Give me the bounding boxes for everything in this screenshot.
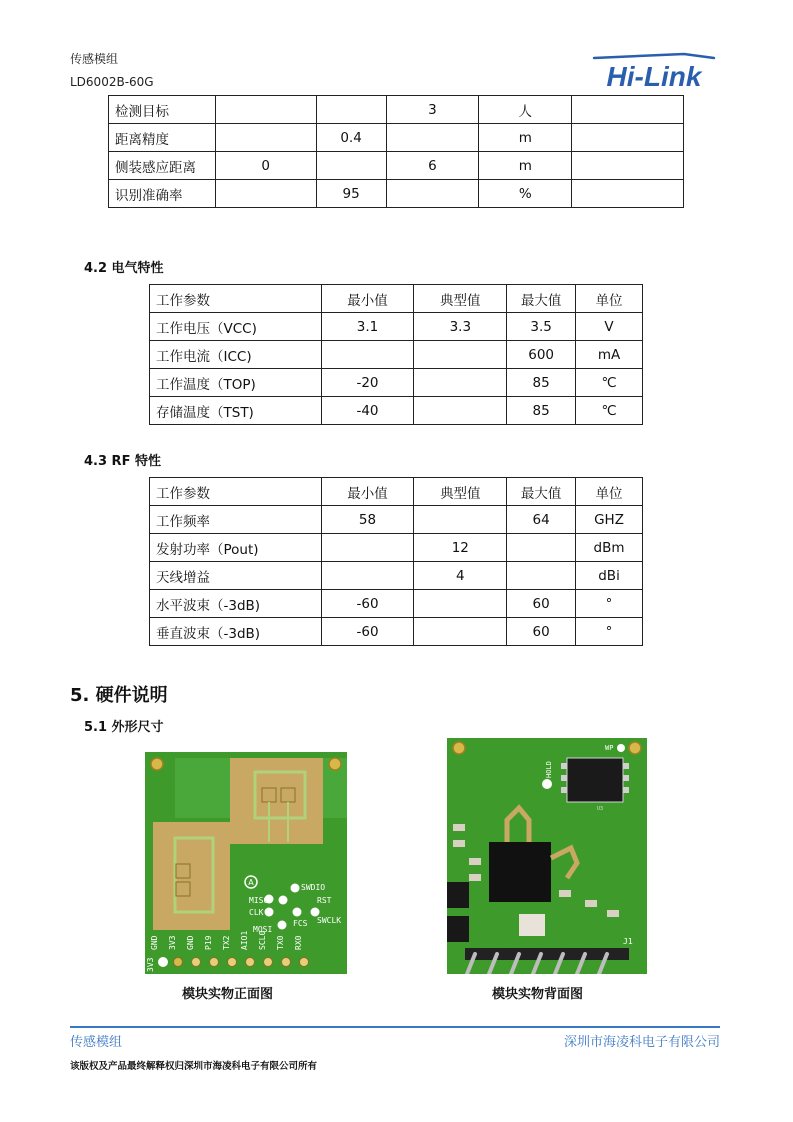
param-cell: 侧装感应距离 [109,152,216,180]
header-typ: 典型值 [414,478,507,506]
note-cell [572,124,684,152]
typ-cell [414,618,507,646]
typ-cell [414,397,507,425]
pin-label-scl0: SCL0 [258,930,267,950]
header-max: 最大值 [507,478,576,506]
pin-label-rx0: RX0 [294,935,303,950]
front-board-photo [145,752,347,974]
logo-text: Hi-Link [606,61,702,92]
min-cell: 0 [215,152,316,180]
detection-table [108,95,684,208]
typ-cell: 95 [316,180,386,208]
param-cell: 发射功率（Pout) [150,534,322,562]
header-typ: 典型值 [414,285,507,313]
section-5-title: 5. 硬件说明 [70,685,168,706]
table-row [150,313,643,341]
table-row [109,180,684,208]
min-cell: -20 [321,369,414,397]
note-cell [572,180,684,208]
note-cell [572,96,684,124]
max-cell: 3.5 [507,313,576,341]
table-row [150,369,643,397]
rf-table [149,477,643,646]
table-header-row [150,478,643,506]
min-cell [215,180,316,208]
param-cell: 工作电流（ICC) [150,341,322,369]
typ-cell: 12 [414,534,507,562]
header-param: 工作参数 [150,478,322,506]
unit-cell: % [479,180,572,208]
typ-cell [414,506,507,534]
header-max: 最大值 [507,285,576,313]
pad-label-clk: CLK [249,908,264,917]
max-cell: 60 [507,590,576,618]
pad-label-rst: RST [317,896,332,905]
unit-cell: mA [576,341,643,369]
max-cell [386,180,479,208]
max-cell: 6 [386,152,479,180]
min-cell [215,96,316,124]
svg-text:A: A [248,878,254,887]
param-cell: 存储温度（TST) [150,397,322,425]
param-cell: 垂直波束（-3dB) [150,618,322,646]
unit-cell: V [576,313,643,341]
min-cell: 58 [321,506,414,534]
pin-label-3v3: 3V3 [168,935,177,950]
param-cell: 检测目标 [109,96,216,124]
pin-pad [228,958,237,967]
pad-label-miso: MISO [249,896,269,905]
pin-pad [246,958,255,967]
hold-label: HOLD [545,761,553,778]
back-board-caption: 模块实物背面图 [492,987,584,1002]
header-min: 最小值 [321,285,414,313]
min-cell [215,124,316,152]
pad-label-fcs: FCS [293,919,308,928]
table-row [150,534,643,562]
typ-cell [414,341,507,369]
max-cell [386,124,479,152]
unit-cell: ℃ [576,397,643,425]
unit-cell: dBm [576,534,643,562]
typ-cell [316,152,386,180]
pin-label-gnd: GND [186,935,195,950]
max-cell: 60 [507,618,576,646]
min-cell [321,562,414,590]
pin-label-tx2: TX2 [222,935,231,950]
table-header-row [150,285,643,313]
max-cell: 85 [507,369,576,397]
pin-pad [264,958,273,967]
table-row [150,618,643,646]
table-row [150,397,643,425]
header-min: 最小值 [321,478,414,506]
section-5-1-title: 5.1 外形尺寸 [84,720,164,735]
param-cell: 水平波束（-3dB) [150,590,322,618]
unit-cell: GHZ [576,506,643,534]
model-number: LD6002B-60G [70,75,154,89]
section-4-3-title: 4.3 RF 特性 [84,454,161,469]
unit-cell: m [479,124,572,152]
front-board-caption: 模块实物正面图 [182,987,274,1002]
table-row [109,96,684,124]
pin-pad [300,958,309,967]
table-row [150,341,643,369]
note-cell [572,152,684,180]
max-cell [507,562,576,590]
param-cell: 工作温度（TOP) [150,369,322,397]
unit-cell: ° [576,590,643,618]
u3-label: U3 [597,806,604,812]
param-cell: 工作电压（VCC) [150,313,322,341]
pin-label-gnd: GND [150,935,159,950]
pad-label-swclk: SWCLK [317,916,342,925]
unit-cell: ° [576,618,643,646]
pin-label-aio1: AIO1 [240,930,249,950]
table-row [150,506,643,534]
pin-pad [282,958,291,967]
max-cell: 64 [507,506,576,534]
pad-label-mosi: MOSI [253,925,273,934]
doc-type: 传感模组 [70,52,119,66]
typ-cell [414,369,507,397]
wp-label: WP [605,744,614,752]
min-cell [321,341,414,369]
typ-cell: 3.3 [414,313,507,341]
pin-label-p19: P19 [204,935,213,950]
max-cell: 85 [507,397,576,425]
hilink-logo [588,52,720,92]
typ-cell [316,96,386,124]
param-cell: 天线增益 [150,562,322,590]
pin-pad [210,958,219,967]
section-4-2-title: 4.2 电气特性 [84,261,164,276]
copyright-note: 该版权及产品最终解释权归深圳市海凌科电子有限公司所有 [70,1061,318,1072]
pin-pad [192,958,201,967]
table-row [150,590,643,618]
pin-label-tx0: TX0 [276,935,285,950]
max-cell: 3 [386,96,479,124]
typ-cell [414,590,507,618]
unit-cell: 人 [479,96,572,124]
min-cell: 3.1 [321,313,414,341]
param-cell: 工作频率 [150,506,322,534]
footer-left: 传感模组 [70,1035,123,1050]
table-row [109,152,684,180]
max-cell: 600 [507,341,576,369]
min-cell: -40 [321,397,414,425]
min-cell: -60 [321,618,414,646]
param-cell: 距离精度 [109,124,216,152]
unit-cell: dBi [576,562,643,590]
min-cell [321,534,414,562]
pad-label-swdio: SWDIO [301,883,326,892]
header-unit: 单位 [576,478,643,506]
back-board-photo [447,738,647,974]
header-param: 工作参数 [150,285,322,313]
pin-pad [174,958,183,967]
pin-label-corner-3v3: 3V3 [146,957,155,972]
table-row [150,562,643,590]
min-cell: -60 [321,590,414,618]
param-cell: 识别准确率 [109,180,216,208]
unit-cell: ℃ [576,369,643,397]
typ-cell: 4 [414,562,507,590]
typ-cell: 0.4 [316,124,386,152]
footer-divider [70,1026,720,1028]
electrical-table [149,284,643,425]
unit-cell: m [479,152,572,180]
header-unit: 单位 [576,285,643,313]
footer-company: 深圳市海凌科电子有限公司 [563,1035,720,1050]
max-cell [507,534,576,562]
table-row [109,124,684,152]
j1-label: J1 [623,937,633,946]
